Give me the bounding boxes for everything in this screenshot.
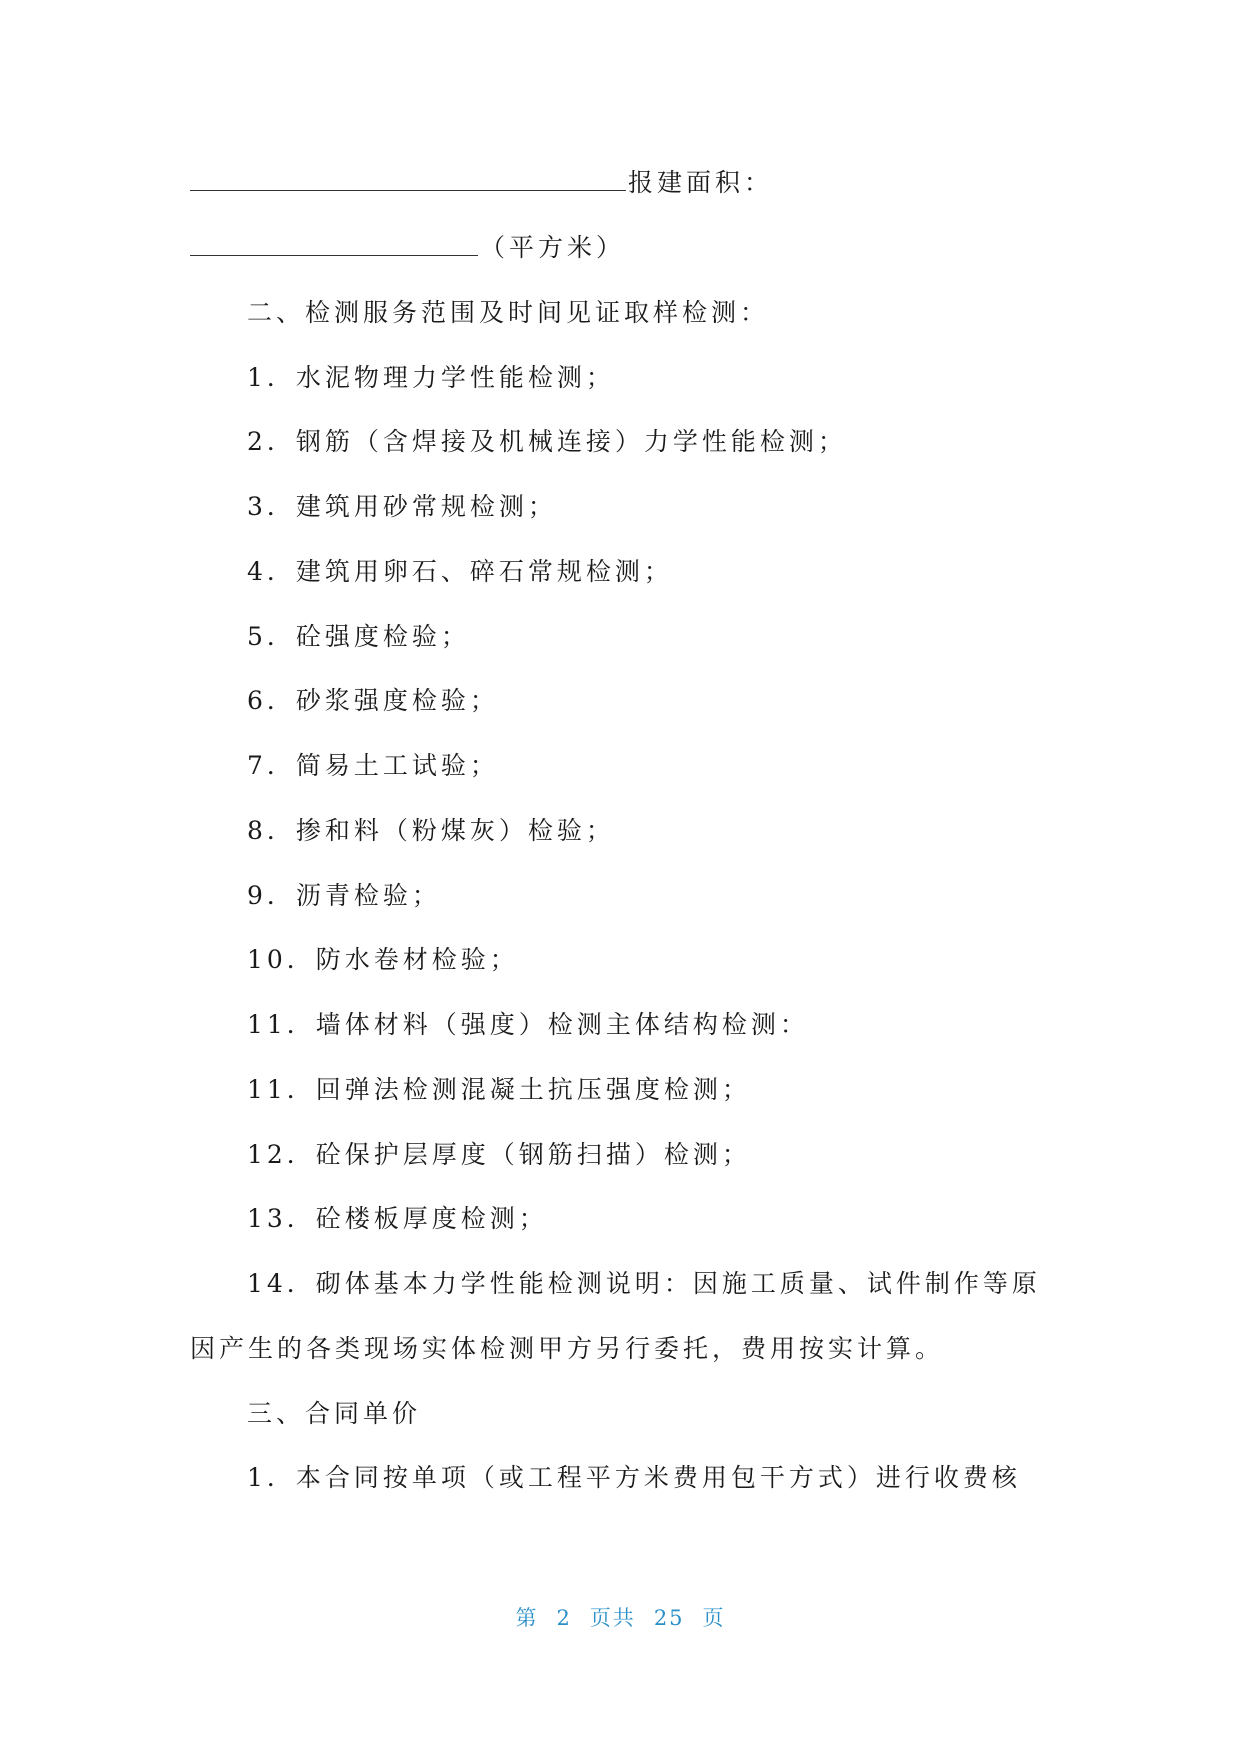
list-item: 4．建筑用卵石、碎石常规检测；	[247, 557, 673, 586]
footer-suffix: 页	[702, 1606, 726, 1630]
list-item: 11．回弹法检测混凝土抗压强度检测；	[247, 1075, 751, 1104]
page-footer	[0, 1602, 1241, 1632]
unit-blank	[190, 233, 478, 256]
list-item: 13．砼楼板厚度检测；	[247, 1204, 548, 1233]
area-label: 报建面积：	[628, 168, 774, 197]
unit-label: （平方米）	[480, 233, 626, 262]
footer-page-number: 2	[556, 1606, 572, 1630]
list-item: 6．砂浆强度检验；	[247, 686, 499, 715]
section-3-item-1: 1．本合同按单项（或工程平方米费用包干方式）进行收费核	[247, 1463, 1021, 1492]
footer-prefix: 第	[515, 1606, 539, 1630]
list-item: 9．沥青检验；	[247, 881, 441, 910]
list-item: 7．简易土工试验；	[247, 751, 499, 780]
list-item: 3．建筑用砂常规检测；	[247, 492, 557, 521]
list-item: 8．掺和料（粉煤灰）检验；	[247, 816, 615, 845]
area-blank	[190, 168, 626, 191]
unit-line	[190, 231, 625, 265]
list-item: 5．砼强度检验；	[247, 622, 470, 651]
list-item: 12．砼保护层厚度（钢筋扫描）检测；	[247, 1140, 751, 1169]
area-line	[190, 166, 773, 200]
list-item: 1．水泥物理力学性能检测；	[247, 363, 615, 392]
item-14-line-1: 14．砌体基本力学性能检测说明：因施工质量、试件制作等原	[247, 1269, 1041, 1298]
section-3-heading: 三、合同单价	[247, 1399, 422, 1428]
list-item: 10．防水卷材检验；	[247, 945, 519, 974]
item-14-line-2: 因产生的各类现场实体检测甲方另行委托，费用按实计算。	[190, 1334, 945, 1363]
section-2-heading: 二、检测服务范围及时间见证取样检测：	[247, 298, 770, 327]
footer-total-pages: 25	[653, 1606, 685, 1630]
footer-middle: 页共	[589, 1606, 636, 1630]
list-item: 2．钢筋（含焊接及机械连接）力学性能检测；	[247, 427, 847, 456]
list-item: 11．墙体材料（强度）检测主体结构检测：	[247, 1010, 809, 1039]
